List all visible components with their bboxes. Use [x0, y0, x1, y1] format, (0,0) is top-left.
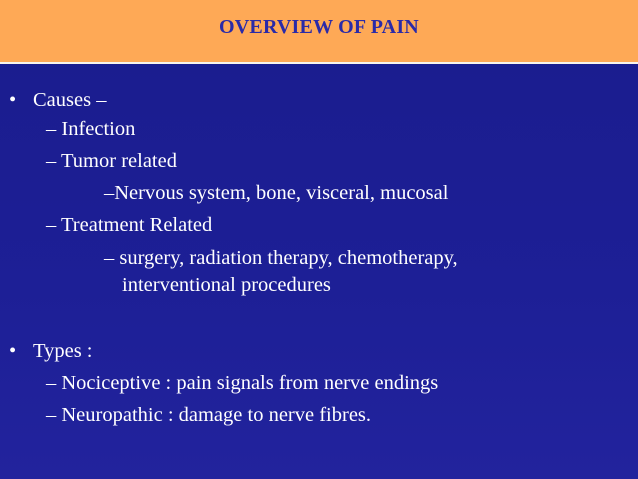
list-item-tumor-related: – Tumor related	[46, 150, 177, 172]
types-heading	[9, 341, 93, 362]
list-item-neuropathic: – Neuropathic : damage to nerve fibres.	[46, 404, 372, 426]
list-item-nociceptive: – Nociceptive : pain signals from nerve endings	[46, 372, 439, 394]
list-item-treatment-subtypes-cont: interventional procedures	[122, 274, 331, 296]
bullet-icon: •	[9, 89, 17, 111]
list-item-treatment-related: – Treatment Related	[46, 214, 213, 236]
list-item-tumor-subtypes: –Nervous system, bone, visceral, mucosal	[104, 182, 449, 204]
list-item-treatment-subtypes: – surgery, radiation therapy, chemotherapy,	[104, 247, 458, 269]
causes-label: Causes –	[33, 89, 107, 111]
types-label: Types :	[33, 340, 93, 362]
list-item-infection: – Infection	[46, 118, 136, 140]
causes-heading	[9, 90, 106, 111]
slide-title: OVERVIEW OF PAIN	[219, 16, 419, 38]
title-bar	[0, 0, 638, 64]
bullet-icon: •	[9, 340, 17, 362]
